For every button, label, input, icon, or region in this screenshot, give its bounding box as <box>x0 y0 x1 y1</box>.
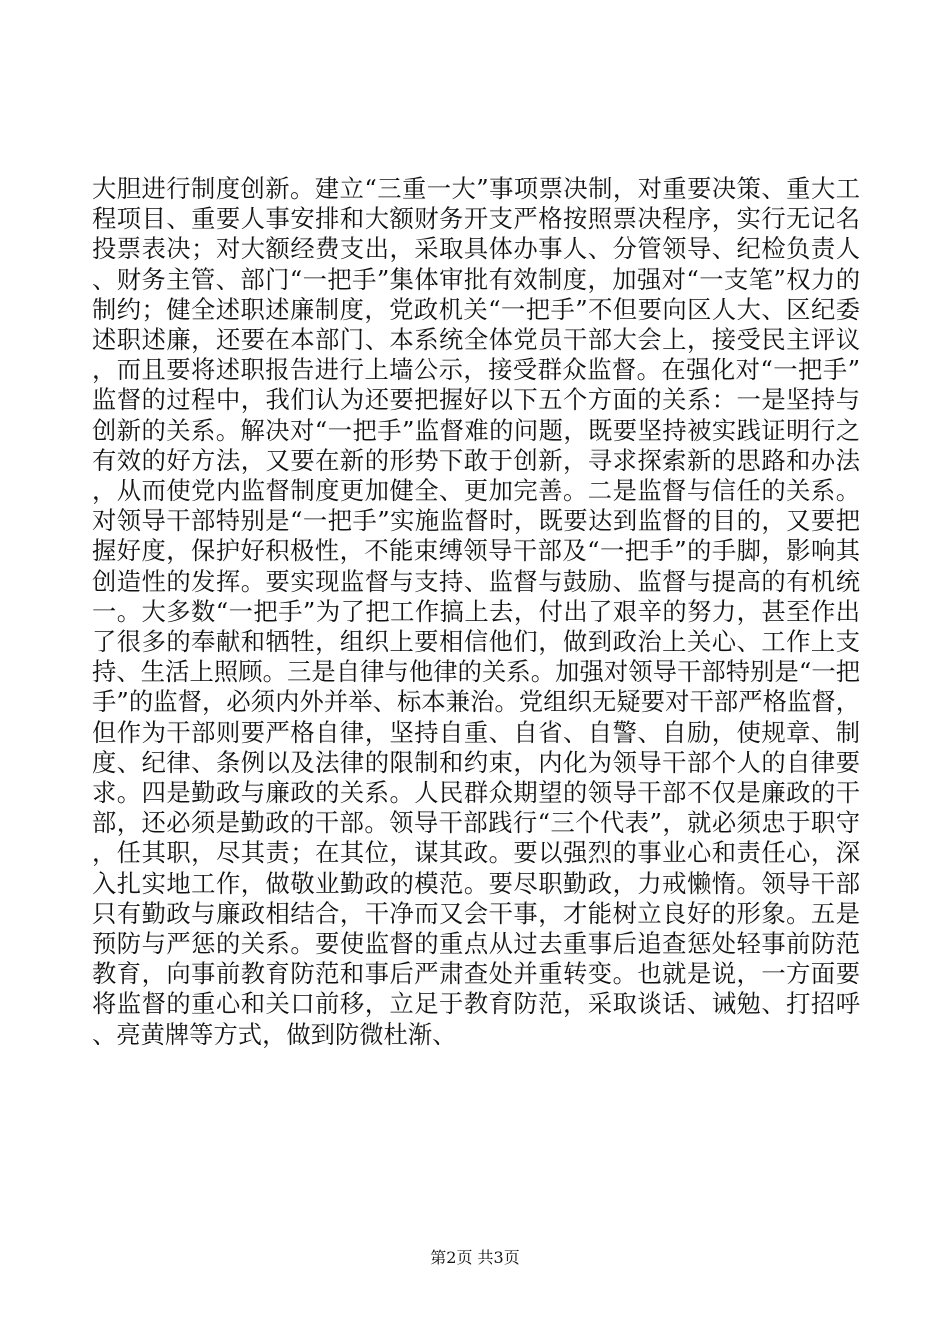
body-paragraph: 大胆进行制度创新。建立“三重一大”事项票决制，对重要决策、重大工程项目、重要人事安排和大额财务开支严格按照票决程序，实行无记名投票表决；对大额经费支出，采取具体办事人、分管领导、纪检负责人、财务主管、部门“一把手”集体审批有效制度，加强对“一支笔”权力的制约；健全述职述廉制度，党政机关“一把手”不但要向区人大、区纪委述职述廉，还要在本部门、本系统全体党员干部大会上，接受民主评议，而且要将述职报告进行上墙公示，接受群众监督。在强化对“一把手”监督的过程中，我们认为还要把握好以下五个方面的关系：一是坚持与创新的关系。解决对“一把手”监督难的问题，既要坚持被实践证明行之有效的好方法，又要在新的形势下敢于创新，寻求探索新的思路和办法，从而使党内监督制度更加健全、更加完善。二是监督与信任的关系。对领导干部特别是“一把手”实施监督时，既要达到监督的目的，又要把握好度，保护好积极性，不能束缚领导干部及“一把手”的手脚，影响其创造性的发挥。要实现监督与支持、监督与鼓励、监督与提高的有机统一。大多数“一把手”为了把工作搞上去，付出了艰辛的努力，甚至作出了很多的奉献和牺牲，组织上要相信他们，做到政治上关心、工作上支持、生活上照顾。三是自律与他律的关系。加强对领导干部特别是“一把手”的监督，必须内外并举、标本兼治。党组织无疑要对干部严格监督，但作为干部则要严格自律，坚持自重、自省、自警、自励，使规章、制度、纪律、条例以及法律的限制和约束，内化为领导干部个人的自律要求。四是勤政与廉政的关系。人民群众期望的领导干部不仅是廉政的干部，还必须是勤政的干部。领导干部践行“三个代表”，就必须忠于职守，任其职，尽其责；在其位，谋其政。要以强烈的事业心和责任心，深入扎实地工作，做敬业勤政的模范。要尽职勤政，力戒懒惰。领导干部只有勤政与廉政相结合，干净而又会干事，才能树立良好的形象。五是预防与严惩的关系。要使监督的重点从过去重事后追查惩处轻事前防范教育，向事前教育防范和事后严肃查处并重转变。也就是说，一方面要将监督的重心和关口前移，立足于教育防范，采取谈话、诫勉、打招呼、亮黄牌等方式，做到防微杜渐、 <box>92 174 860 1049</box>
page-number-footer: 第2页 共3页 <box>430 1248 520 1267</box>
